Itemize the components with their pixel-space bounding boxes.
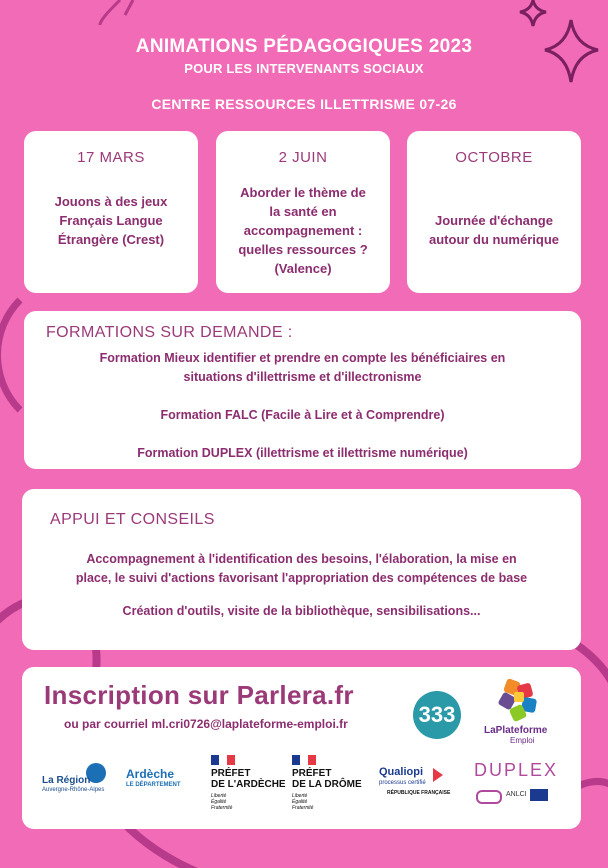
inscription-title: Inscription sur Parlera.fr — [44, 680, 354, 710]
prefet-drome-logo: PRÉFET DE LA DRÔME Liberté Égalité Fraternité — [292, 755, 367, 815]
duplex-logo: DUPLEX ANLCI — [472, 760, 568, 808]
plateforme-icon — [478, 676, 560, 726]
flag-icon — [211, 755, 235, 765]
event-description: Journée d'échange autour du numérique — [429, 213, 559, 247]
appui-item: Accompagnement à l'identification des besoins, l'élaboration, la mise en place, le suivi d'actions favorisant l'appropriation des compétences de base — [75, 552, 528, 585]
appui-item: Création d'outils, visite de la bibliothèque, sensibilisations... — [122, 604, 481, 618]
event-description: Jouons à des jeux Français Langue Étrangère (Crest) — [54, 194, 168, 247]
inscription-email[interactable]: ou par courriel ml.cri0726@laplateforme-emploi.fr — [64, 717, 348, 731]
formation-item: Formation FALC (Facile à Lire et à Comprendre) — [160, 408, 445, 422]
qualiopi-arrow-icon — [433, 768, 443, 782]
event-card-juin — [216, 131, 390, 293]
qualiopi-logo: Qualiopi processus certifié RÉPUBLIQUE FRANÇAISE — [379, 766, 451, 796]
page-title: ANIMATIONS PÉDAGOGIQUES 2023 — [135, 36, 473, 57]
333-logo: 333 — [413, 691, 461, 739]
center-name: CENTRE RESSOURCES ILLETTRISME 07-26 — [151, 96, 457, 112]
formations-title: FORMATIONS SUR DEMANDE : — [46, 324, 293, 341]
appui-section — [22, 489, 581, 650]
appui-title: APPUI ET CONSEILS — [50, 511, 215, 528]
eu-flag-icon — [530, 789, 548, 801]
prefet-ardeche-logo: PRÉFET DE L'ARDÈCHE Liberté Égalité Fraternité — [211, 755, 286, 815]
formations-section — [24, 311, 581, 469]
event-date: OCTOBRE — [455, 149, 533, 166]
formation-item: Formation DUPLEX (illettrisme et illettrisme numérique) — [137, 446, 468, 460]
formation-item: Formation Mieux identifier et prendre en compte les bénéficiaires en situations d'illettrisme et d'illectronisme — [99, 351, 506, 384]
event-date: 17 MARS — [77, 149, 145, 166]
flag-icon — [292, 755, 316, 765]
event-date: 2 JUIN — [278, 149, 328, 166]
event-card-octobre — [407, 131, 581, 293]
ardeche-logo: Ardèche LE DÉPARTEMENT — [126, 767, 181, 788]
duplex-bike-icon — [476, 790, 502, 804]
laplateforme-logo: LaPlateforme Emploi — [478, 676, 560, 748]
region-logo: La Région Auvergne-Rhône-Alpes — [38, 763, 118, 803]
page-subtitle: POUR LES INTERVENANTS SOCIAUX — [184, 61, 424, 76]
event-description: Aborder le thème de la santé en accompagnement : quelles ressources ? (Valence) — [238, 185, 368, 276]
event-card-mars — [24, 131, 198, 293]
